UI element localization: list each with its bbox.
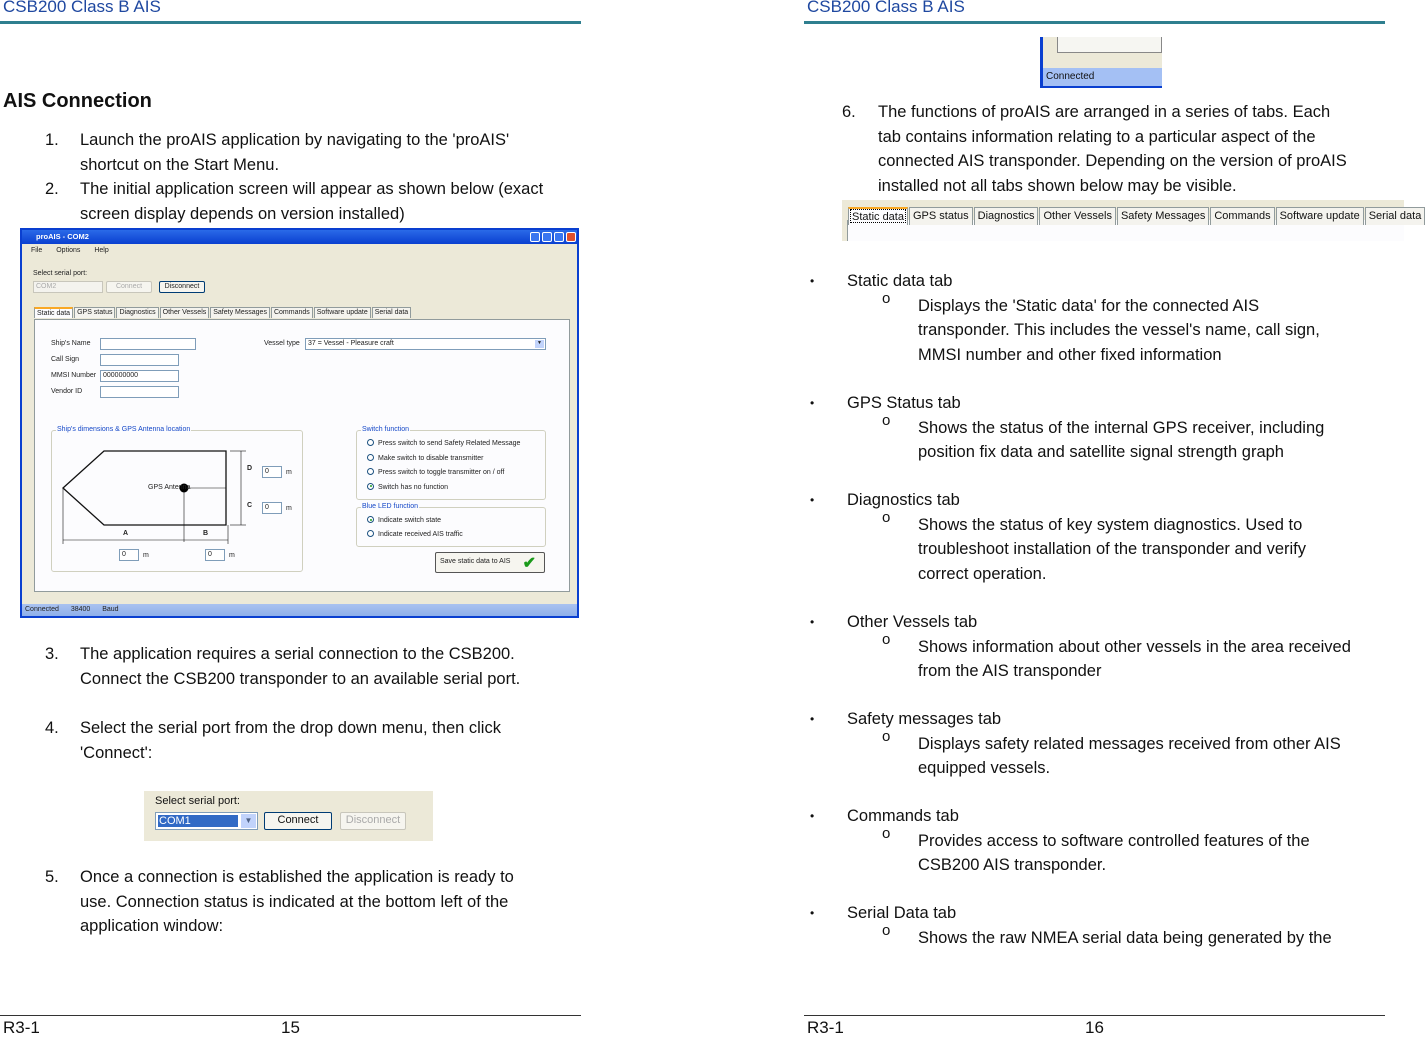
dim-d-input[interactable]: 0 — [262, 466, 282, 478]
step-text: Once a connection is established the application is ready to — [80, 868, 514, 886]
footer-rule — [0, 1015, 581, 1016]
tab-commands[interactable]: Commands — [271, 307, 313, 318]
status-bar — [22, 604, 577, 616]
chevron-down-icon[interactable]: ▼ — [241, 814, 256, 828]
tab-gps-status[interactable]: GPS status — [74, 307, 115, 318]
dim-d-label: D — [247, 465, 253, 472]
tab-diagnostics[interactable]: Diagnostics — [974, 207, 1039, 225]
sub-bullet-icon: o — [882, 509, 891, 526]
bullet-description: from the AIS transponder — [918, 662, 1102, 680]
selected-port: COM1 — [158, 815, 238, 827]
page-number: 16 — [1085, 1018, 1104, 1037]
footer-revision: R3-1 — [3, 1018, 40, 1037]
step-number: 4. — [45, 719, 59, 737]
bullet-description: Displays safety related messages received from other AIS — [918, 734, 1341, 753]
serial-port-select[interactable] — [155, 812, 258, 830]
tab-serial-data[interactable]: Serial data — [1365, 207, 1426, 225]
bullet-description: Provides access to software controlled features of the — [918, 831, 1310, 850]
tab-commands[interactable]: Commands — [1210, 207, 1274, 225]
chevron-down-icon[interactable]: ▼ — [535, 340, 544, 348]
tabs-snippet — [842, 200, 1422, 241]
field-label: Call Sign — [51, 356, 80, 363]
field-label: MMSI Number — [51, 372, 97, 379]
dimensions-group-label: Ship's dimensions & GPS Antenna location — [57, 426, 191, 433]
bullet-icon: • — [810, 493, 815, 507]
bullet-title: Serial Data tab — [847, 904, 957, 922]
step-text: shortcut on the Start Menu. — [80, 155, 280, 174]
page-number: 15 — [281, 1018, 300, 1037]
tab-safety-messages[interactable]: Safety Messages — [1117, 207, 1209, 225]
step-number: 1. — [45, 131, 59, 149]
bullet-icon: • — [810, 809, 815, 823]
bullet-description: MMSI number and other fixed information — [918, 345, 1222, 364]
save-label: Save static data to AIS — [440, 558, 511, 565]
step-text: screen display depends on version installed) — [80, 204, 405, 223]
radio-label: Press switch to toggle transmitter on / off — [378, 469, 505, 476]
header-rule — [804, 21, 1385, 24]
section-heading: AIS Connection — [3, 90, 152, 112]
tab-diagnostics[interactable]: Diagnostics — [116, 307, 158, 318]
bullet-description: Shows the raw NMEA serial data being generated by the — [918, 928, 1332, 947]
field-label: Vendor ID — [51, 388, 83, 395]
bullet-icon: • — [810, 906, 815, 920]
step-text: The application requires a serial connection to the CSB200. — [80, 645, 515, 663]
bullet-title: Other Vessels tab — [847, 613, 978, 631]
footer-rule — [804, 1015, 1385, 1016]
baud-rate: 38400 Baud — [70, 606, 119, 613]
sub-bullet-icon: o — [882, 631, 891, 648]
radio-label: Make switch to disable transmitter — [378, 454, 484, 462]
sub-bullet-icon: o — [882, 728, 891, 745]
menu-file[interactable]: File — [31, 247, 43, 254]
vessel-type-value: 37 = Vessel - Pleasure craft — [308, 340, 394, 347]
gps-antenna-label: GPS Antenna — [148, 484, 191, 491]
tab-gps-status[interactable]: GPS status — [909, 207, 973, 225]
step-text: application window: — [80, 917, 224, 935]
sub-bullet-icon: o — [882, 290, 891, 307]
tab-other-vessels[interactable]: Other Vessels — [160, 307, 210, 318]
header-rule — [0, 21, 581, 24]
bullet-description: Displays the 'Static data' for the connected AIS — [918, 296, 1260, 315]
step-text: tab contains information relating to a particular aspect of the — [878, 127, 1316, 146]
bullet-title: Static data tab — [847, 272, 953, 290]
menu-help[interactable]: Help — [94, 247, 109, 254]
bullet-description: transponder. This includes the vessel's name, call sign, — [918, 321, 1320, 339]
step-number: 2. — [45, 180, 59, 198]
step-text: 'Connect': — [80, 743, 153, 762]
bullet-description: troubleshoot installation of the transponder and verify — [918, 540, 1306, 558]
step-text: use. Connection status is indicated at the bottom left of the — [80, 892, 509, 911]
dim-c-label: C — [247, 502, 253, 509]
serial-port-label: Select serial port: — [155, 795, 240, 807]
led-group-label: Blue LED function — [362, 503, 419, 510]
vessel-type-label: Vessel type — [264, 340, 300, 347]
dim-b-label: B — [203, 530, 209, 537]
footer-revision: R3-1 — [807, 1018, 844, 1037]
unit-label: m — [229, 552, 235, 559]
radio-label: Switch has no function — [378, 483, 449, 491]
bullet-title: GPS Status tab — [847, 394, 961, 412]
bullet-description: Shows the status of key system diagnostics. Used to — [918, 515, 1303, 534]
radio-label: Press switch to send Safety Related Message — [378, 440, 521, 447]
step-number: 6. — [842, 103, 856, 121]
connect-button[interactable]: Connect — [106, 281, 152, 293]
tab-static-data[interactable]: Static data — [34, 307, 73, 318]
step-text: Launch the proAIS application by navigating to the 'proAIS' — [80, 131, 510, 149]
bullet-description: equipped vessels. — [918, 759, 1051, 777]
tab-static-data[interactable]: Static data — [848, 207, 908, 225]
connection-status: Connected — [25, 606, 59, 613]
disconnect-button[interactable]: Disconnect — [340, 812, 406, 830]
bullet-description: Shows information about other vessels in the area received — [918, 637, 1351, 656]
switch-group-label: Switch function — [362, 426, 410, 433]
sub-bullet-icon: o — [882, 412, 891, 429]
radio-label: Indicate received AIS traffic — [378, 531, 463, 538]
app-title: proAIS - COM2 — [22, 230, 577, 244]
bullet-title: Diagnostics tab — [847, 491, 960, 509]
connect-button[interactable]: Connect — [264, 812, 332, 830]
tab-serial-data[interactable]: Serial data — [372, 307, 411, 318]
dim-a-input[interactable]: 0 — [119, 549, 139, 561]
connection-status: Connected — [1043, 68, 1162, 86]
bullet-title: Safety messages tab — [847, 710, 1002, 728]
step-number: 5. — [45, 868, 59, 886]
field-label: Ship's Name — [51, 340, 91, 347]
serial-port-select[interactable]: COM2 — [33, 281, 103, 293]
ship-diagram — [22, 230, 581, 620]
step-text: The functions of proAIS are arranged in a series of tabs. Each — [878, 103, 1331, 121]
step-text: Select the serial port from the drop down menu, then click — [80, 719, 501, 737]
page-header: CSB200 Class B AIS — [3, 0, 161, 16]
step-text: installed not all tabs shown below may be visible. — [878, 176, 1237, 195]
unit-label: m — [143, 552, 149, 559]
bullet-title: Commands tab — [847, 807, 959, 825]
dim-b-input[interactable]: 0 — [205, 549, 225, 561]
step-number: 3. — [45, 645, 59, 663]
checkmark-icon: ✔ — [522, 555, 536, 572]
tab-software-update[interactable]: Software update — [1276, 207, 1364, 225]
sub-bullet-icon: o — [882, 825, 891, 842]
bullet-description: correct operation. — [918, 564, 1047, 583]
radio-label: Indicate switch state — [378, 517, 442, 524]
bullet-description: Shows the status of the internal GPS receiver, including — [918, 418, 1325, 437]
disconnect-button[interactable]: Disconnect — [159, 281, 205, 293]
unit-label: m — [286, 505, 292, 512]
step-text: connected AIS transponder. Depending on the version of proAIS — [878, 152, 1347, 170]
sub-bullet-icon: o — [882, 922, 891, 939]
tab-other-vessels[interactable]: Other Vessels — [1039, 207, 1115, 225]
tab-software-update[interactable]: Software update — [314, 307, 371, 318]
field-input-mmsi-number[interactable]: 000000000 — [100, 370, 179, 382]
serial-port-label: Select serial port: — [33, 270, 88, 277]
status-snippet — [1040, 37, 1162, 88]
page-header: CSB200 Class B AIS — [807, 0, 965, 16]
bullet-description: CSB200 AIS transponder. — [918, 856, 1107, 874]
dim-c-input[interactable]: 0 — [262, 502, 282, 514]
bullet-icon: • — [810, 712, 815, 726]
serial-port-snippet — [144, 791, 433, 841]
unit-label: m — [286, 469, 292, 476]
bullet-description: position fix data and satellite signal strength graph — [918, 443, 1284, 461]
menu-options[interactable]: Options — [56, 247, 81, 254]
step-text: The initial application screen will appear as shown below (exact — [80, 180, 544, 198]
tab-safety-messages[interactable]: Safety Messages — [210, 307, 270, 318]
bullet-icon: • — [810, 396, 815, 410]
bullet-icon: • — [810, 274, 815, 288]
app-screenshot — [20, 228, 579, 618]
dim-a-label: A — [123, 530, 129, 537]
bullet-icon: • — [810, 615, 815, 629]
step-text: Connect the CSB200 transponder to an available serial port. — [80, 669, 521, 688]
